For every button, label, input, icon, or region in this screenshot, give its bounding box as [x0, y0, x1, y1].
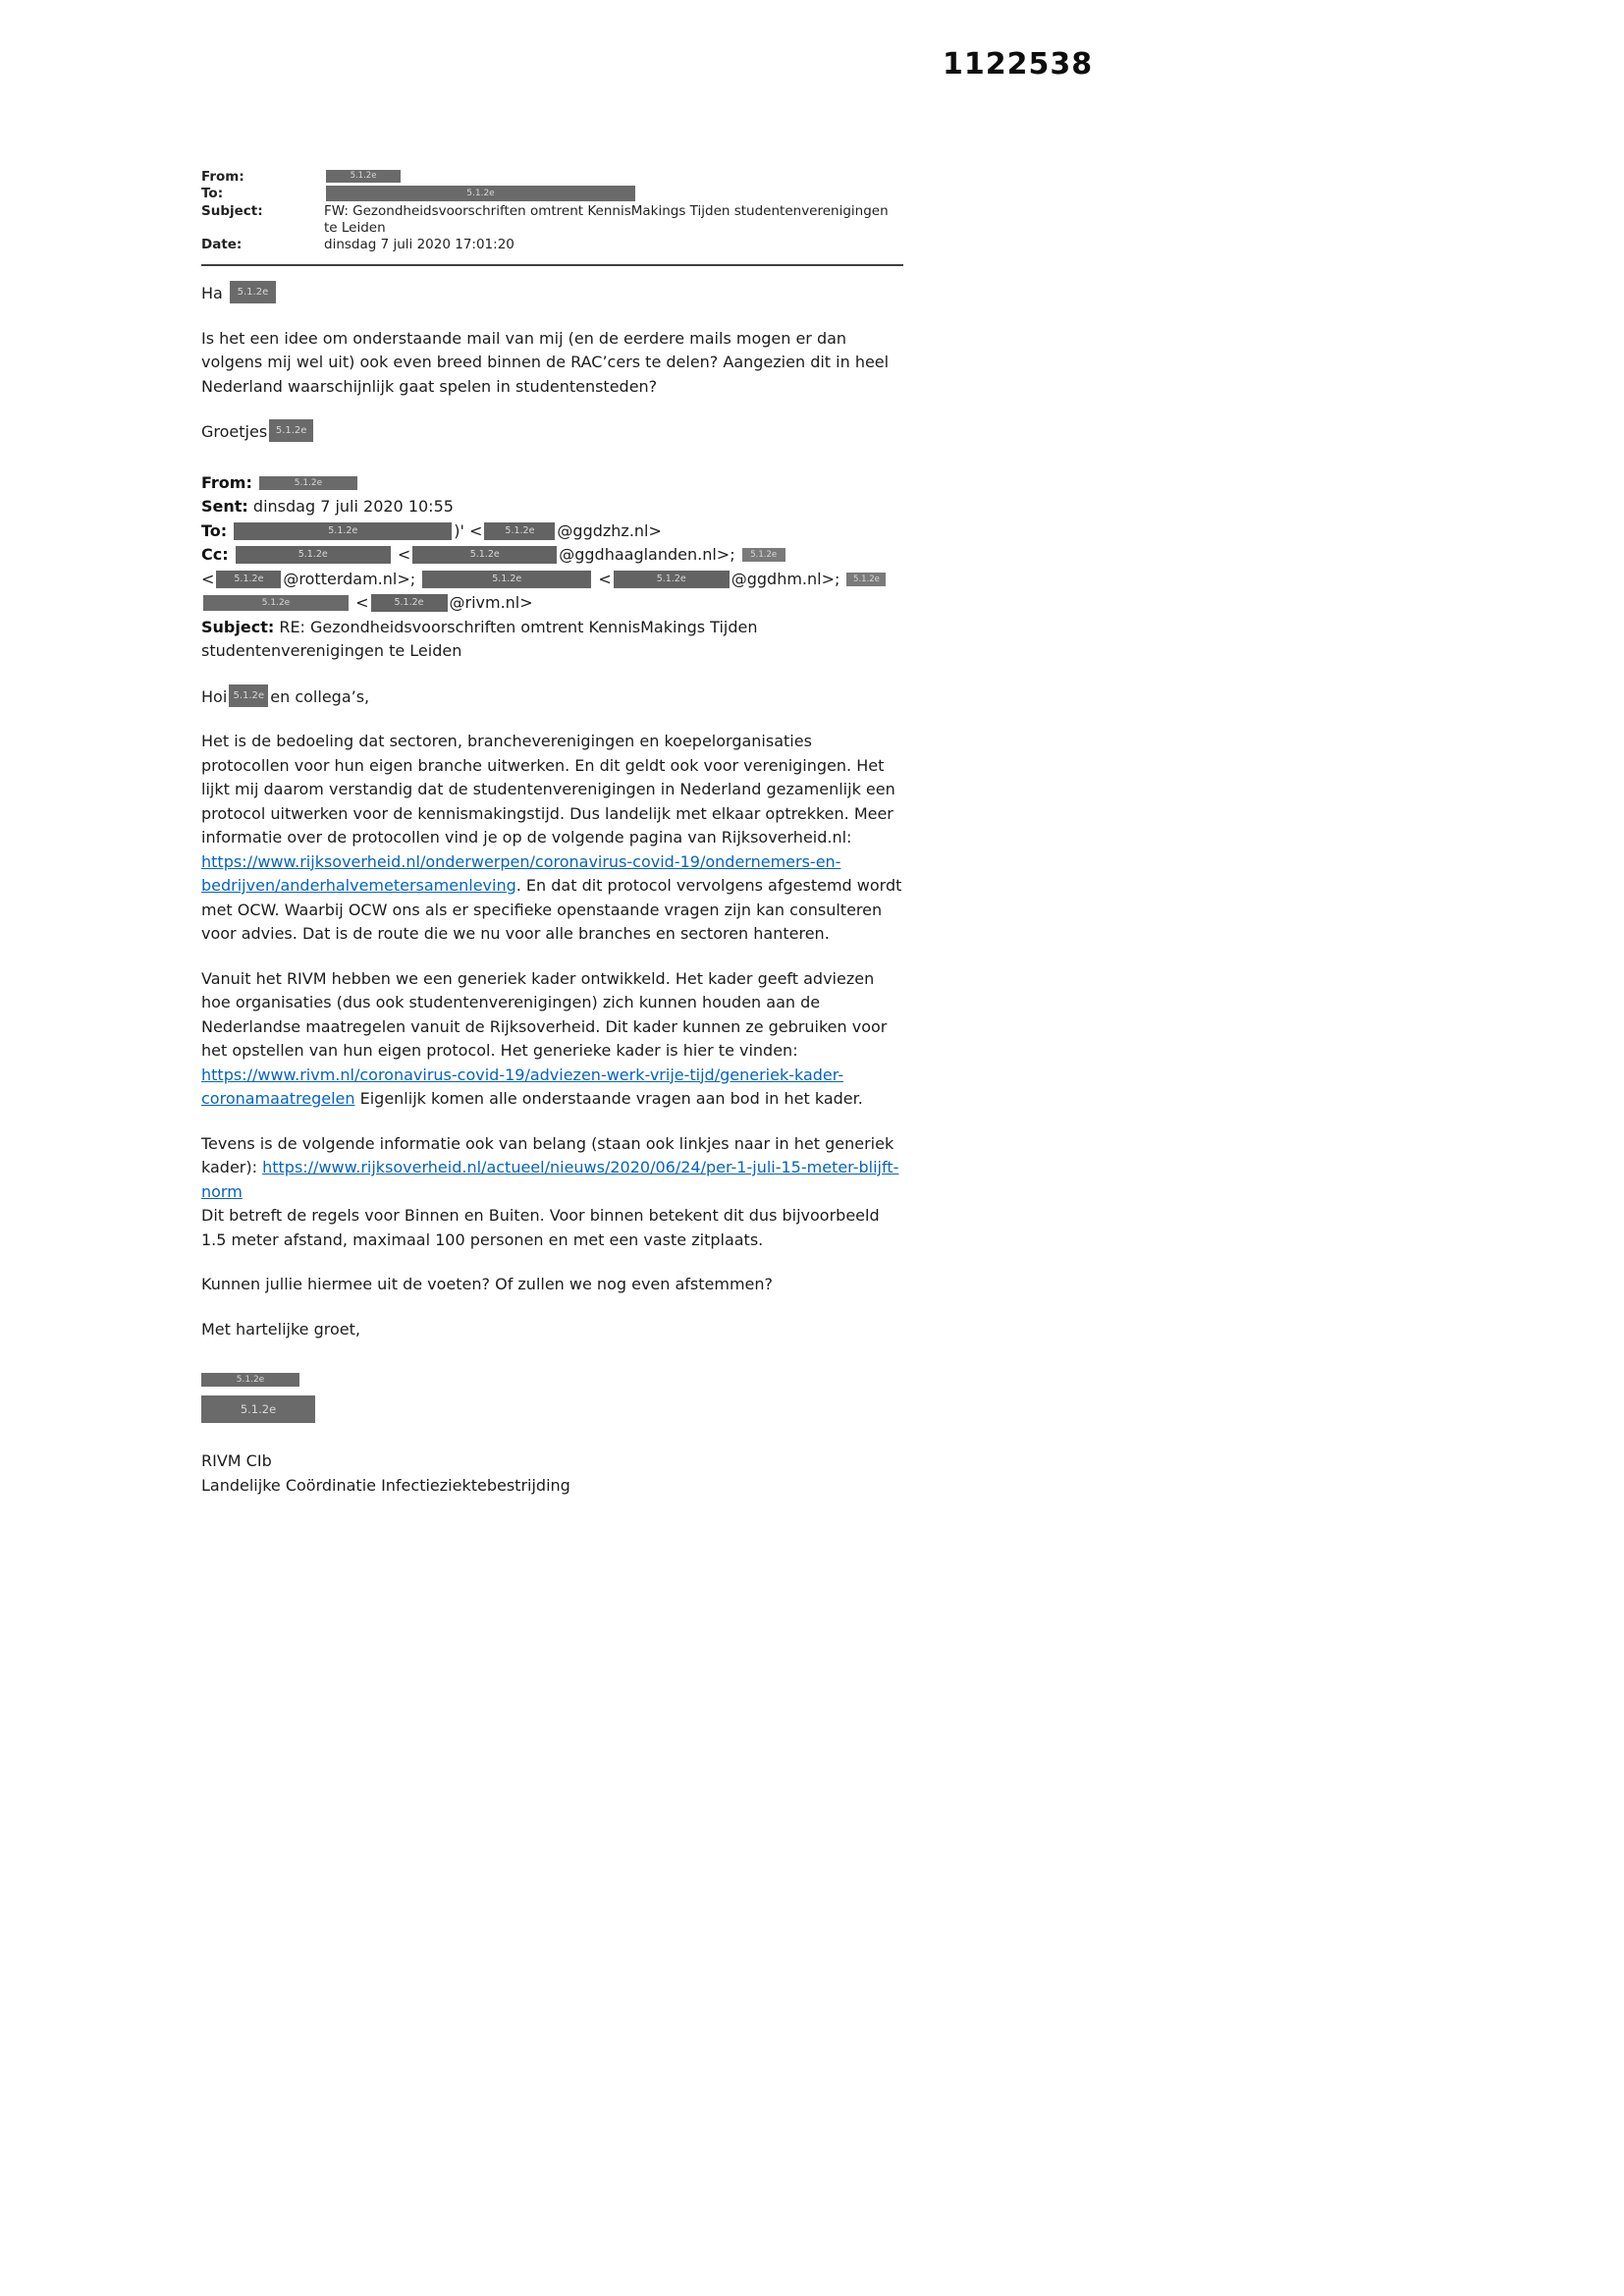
fwd-cc-domain1: @ggdhaaglanden.nl>; [559, 545, 735, 564]
doc-number-stamp: 1122538 [943, 47, 1094, 82]
paragraph-generiek-kader-text2: Eigenlijk komen alle onderstaande vragen aan bod in het kader. [359, 1089, 863, 1108]
header-subject-row [201, 203, 903, 237]
signoff-text: Groetjes [201, 422, 268, 441]
salutation-prefix: Hoi [201, 686, 228, 706]
from-value [324, 169, 903, 186]
fwd-subject-value: RE: Gezondheidsvoorschriften omtrent KennisMakings Tijden studentenverenigingen te Leiden [201, 617, 758, 660]
header-date-row [201, 237, 903, 253]
link-rijksoverheid-anderhalvemeter[interactable]: https://www.rijksoverheid.nl/onderwerpen/coronavirus-covid-19/ondernemers-en-bedrijven/anderhalvemetersamenleving [201, 851, 841, 895]
redaction-box: 5.1.2e [269, 419, 313, 442]
fwd-cc-domain3: @ggdhm.nl>; [731, 569, 840, 588]
paragraph-generiek-kader-text1: Vanuit het RIVM hebben we een generiek kader ontwikkeld. Het kader geeft adviezen hoe organisaties (dus ook studentenverenigingen) zich kunnen houden aan de Nederlandse maatregelen vanuit de Rijksoverheid. Dit kader kunnen ze gebruiken voor het opstellen van hun eigen protocol. Het generieke kader is hier te vinden: [201, 968, 888, 1060]
redaction-box: 5.1.2e [230, 281, 276, 303]
redaction-box: 5.1.2e [742, 548, 785, 562]
fwd-sent-line [201, 495, 903, 519]
paragraph-norm-text1: Tevens is de volgende informatie ook van belang (staan ook linkjes naar in het generiek kader): [201, 1133, 894, 1176]
fwd-to-line [201, 519, 903, 544]
fwd-to-label: To: [201, 520, 228, 540]
fwd-cc-open2: < [201, 569, 215, 588]
redaction-box: 5.1.2e [371, 594, 448, 612]
fwd-subject-label: Subject: [201, 617, 275, 636]
redaction-box: 5.1.2e [422, 571, 591, 588]
header-from-row [201, 169, 903, 186]
signoff-line [201, 419, 903, 445]
org-department: Landelijke Coördinatie Infectieziektebestrijding [201, 1476, 570, 1495]
fwd-cc-label: Cc: [201, 545, 229, 564]
link-rivm-generiek-kader[interactable]: https://www.rivm.nl/coronavirus-covid-19/adviezen-werk-vrije-tijd/generiek-kader-coronamaatregelen [201, 1065, 844, 1108]
date-value: dinsdag 7 juli 2020 17:01:20 [324, 237, 514, 252]
subject-value: FW: Gezondheidsvoorschriften omtrent KennisMakings Tijden studentenverenigingen te Leiden [324, 203, 889, 236]
fwd-sent-label: Sent: [201, 497, 248, 516]
redaction-box: 5.1.2e [229, 684, 268, 707]
greeting-text: Ha [201, 284, 223, 302]
paragraph-protocollen [201, 730, 903, 947]
fwd-cc-line-1 [201, 543, 903, 568]
header-to-row [201, 186, 903, 203]
redaction-box: 5.1.2e [614, 571, 730, 588]
email-header-block [201, 169, 903, 253]
paragraph-norm-text2: Dit betreft de regels voor Binnen en Buiten. Voor binnen betekent dit dus bijvoorbeeld 1.5 meter afstand, maximaal 100 personen en met een vaste zitplaats. [201, 1206, 880, 1249]
redaction-box: 5.1.2e [484, 522, 555, 540]
to-label: To: [201, 186, 224, 201]
fwd-cc-domain4: @rivm.nl> [449, 593, 533, 612]
paragraph-protocollen-text1: Het is de bedoeling dat sectoren, brancheverenigingen en koepelorganisaties protocollen voor hun eigen branche uitwerken. En dit geldt ook voor verenigingen. Het lijkt mij daarom verstandig dat de studentenverenigingen in Nederland gezamenlijk een protocol uitwerken voor de kennismakingstijd. Dus landelijk met elkaar optrekken. Meer informatie over de protocollen vind je op de volgende pagina van Rijksoverheid.nl: [201, 732, 895, 847]
fwd-cc-sep3: < [355, 593, 369, 612]
fwd-to-sep: )' < [454, 520, 483, 540]
redaction-box: 5.1.2e [259, 476, 357, 490]
question-line: Kunnen jullie hiermee uit de voeten? Of zullen we nog even afstemmen? [201, 1275, 774, 1293]
fwd-from-line [201, 471, 903, 496]
closing-line: Met hartelijke groet, [201, 1319, 360, 1339]
greeting-line [201, 281, 903, 306]
redaction-box: 5.1.2e [412, 546, 557, 564]
fwd-cc-sep1: < [397, 545, 411, 564]
redaction-box: 5.1.2e [234, 522, 452, 540]
redaction-box: 5.1.2e [846, 573, 886, 586]
note-paragraph: Is het een idee om onderstaande mail van mij (en de eerdere mails mogen er dan volgens mij wel uit) ook even breed binnen de RAC’cers te delen? Aangezien dit in heel Nederland waarschijnlijk gaat spelen in studentensteden? [201, 328, 890, 396]
redaction-box: 5.1.2e [201, 1373, 299, 1387]
redaction-box: 5.1.2e [326, 170, 401, 183]
link-rijksoverheid-15-meter-norm[interactable]: https://www.rijksoverheid.nl/actueel/nieuws/2020/06/24/per-1-juli-15-meter-blijft-norm [201, 1158, 899, 1201]
subject-label: Subject: [201, 203, 263, 219]
redaction-box: 5.1.2e [236, 546, 391, 564]
signature-block [201, 1373, 903, 1423]
from-label: From: [201, 169, 244, 185]
to-value [324, 186, 903, 203]
date-label: Date: [201, 237, 243, 252]
fwd-from-label: From: [201, 472, 252, 492]
org-name: RIVM CIb [201, 1451, 272, 1470]
fwd-sent-value: dinsdag 7 juli 2020 10:55 [252, 497, 454, 516]
fwd-subject-line [201, 616, 903, 664]
paragraph-generiek-kader [201, 967, 903, 1112]
fwd-to-domain: @ggdzhz.nl> [557, 520, 662, 540]
redaction-box: 5.1.2e [216, 571, 281, 588]
paragraph-anderhalve-meter-norm [201, 1132, 903, 1253]
forwarded-header-block [201, 471, 903, 664]
salutation-line [201, 684, 903, 710]
email-content [201, 169, 903, 1498]
fwd-cc-sep2: < [598, 569, 612, 588]
salutation-suffix: en collega’s, [270, 686, 370, 706]
redaction-box: 5.1.2e [201, 1395, 315, 1423]
fwd-cc-line-3 [201, 591, 903, 616]
redaction-box: 5.1.2e [203, 595, 349, 611]
fwd-cc-domain2: @rotterdam.nl>; [283, 569, 416, 588]
header-divider [201, 264, 903, 266]
redaction-box: 5.1.2e [326, 186, 635, 201]
fwd-cc-line-2 [201, 568, 903, 592]
paragraph-protocollen-text2: . En dat dit protocol vervolgens afgestemd wordt met OCW. Waarbij OCW ons als er specifieke openstaande vragen zijn kan consulteren voor advies. Dat is de route die we nu voor alle branches en sectoren hanteren. [201, 876, 902, 943]
